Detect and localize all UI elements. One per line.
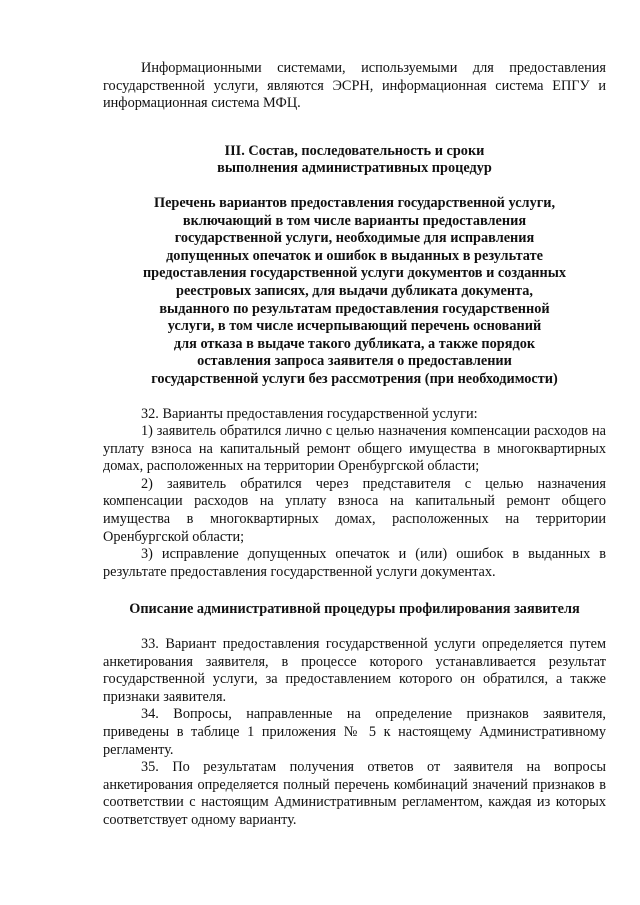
variants-heading-line: выданного по результатам предоставления государственной — [159, 300, 550, 317]
variants-heading-line: оставления запроса заявителя о предоставлении — [197, 353, 512, 370]
item-32-lead: 32. Варианты предоставления государственной услуги: — [141, 405, 478, 422]
variants-heading-line: включающий в том числе варианты предоставления — [182, 212, 527, 229]
variants-heading-line: для отказа в выдаче такого дубликата, а также порядок — [173, 335, 536, 352]
section-title-line: III. Состав, последовательность и сроки — [224, 142, 485, 159]
variants-heading-line: государственной услуги, необходимые для исправления — [174, 230, 535, 247]
variant-option-2: 2) заявитель обратился через представителя с целью назначения компенсации расходов на уплату взноса на капитальный ремонт общего имущества в многоквартирных домах, расположенных на территории Оренбургской области; — [103, 475, 606, 545]
variant-option-3: 3) исправление допущенных опечаток и (или) ошибок в выданных в результате предоставления государственной услуги документах. — [103, 546, 606, 580]
section-title-line: выполнения административных процедур — [217, 160, 492, 177]
variants-heading-line: Перечень вариантов предоставления государственной услуги, — [153, 194, 556, 211]
item-33-paragraph: 33. Вариант предоставления государственной услуги определяется путем анкетирования заявителя, в процессе которого устанавливается результат государственной услуги, за предоставлением которого он обратился, а также признаки заявителя. — [103, 636, 606, 705]
variants-heading-line: государственной услуги без рассмотрения (при необходимости) — [151, 370, 558, 387]
document-page — [103, 60, 606, 830]
variants-heading-line: допущенных опечаток и ошибок в выданных в результате — [166, 247, 543, 264]
variants-heading-line: реестровых записях, для выдачи дубликата документа, — [176, 282, 533, 299]
variant-option-1: 1) заявитель обратился лично с целью назначения компенсации расходов на уплату взноса на капитальный ремонт общего имущества в многоквартирных домах, расположенных на территории Оренбургской области; — [103, 423, 606, 475]
item-34-paragraph: 34. Вопросы, направленные на определение признаков заявителя, приведены в таблице 1 приложения № 5 к настоящему Административному регламенту. — [103, 706, 606, 758]
item-35-paragraph: 35. По результатам получения ответов от заявителя на вопросы анкетирования определяется полный перечень комбинаций значений признаков в соответствии с настоящим Административным регламентом, каждая из которых соответствует одному варианту. — [103, 759, 606, 828]
variants-heading-line: предоставления государственной услуги документов и созданных — [142, 265, 567, 282]
section-title — [103, 143, 606, 178]
variants-heading — [103, 195, 606, 389]
variants-heading-line: услуги, в том числе исчерпывающий перечень оснований — [167, 318, 542, 335]
intro-paragraph: Информационными системами, используемыми для предоставления государственной услуги, являются ЭСРН, информационная система ЕПГУ и информационная система МФЦ. — [103, 60, 606, 112]
profiling-title: Описание административной процедуры профилирования заявителя — [129, 601, 580, 618]
